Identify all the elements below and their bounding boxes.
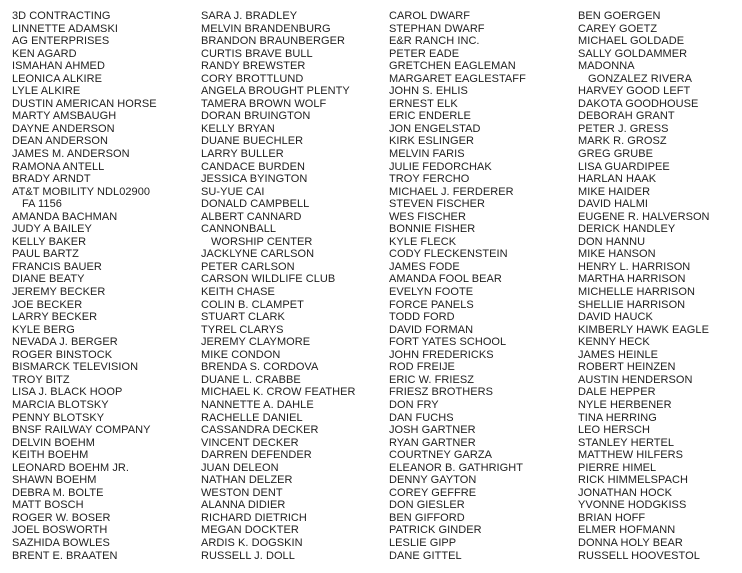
name-entry: DON GIESLER (389, 499, 465, 512)
name-entry: CANNONBALL (201, 223, 277, 236)
name-entry: COLIN B. CLAMPET (201, 298, 304, 311)
name-entry: EVELYN FOOTE (389, 286, 474, 299)
name-entry: DUSTIN AMERICAN HORSE (12, 97, 157, 110)
name-entry: MARTY AMSBAUGH (12, 110, 117, 123)
name-entry: SAZHIDA BOWLES (12, 536, 110, 549)
name-entry: SHELLIE HARRISON (578, 298, 686, 311)
name-entry: DELVIN BOEHM (12, 436, 95, 449)
name-entry: TROY FERCHO (389, 173, 470, 186)
name-entry: MARK R. GROSZ (578, 135, 667, 148)
name-entry: WESTON DENT (201, 486, 283, 499)
name-entry: BEN GIFFORD (389, 511, 465, 524)
name-entry: TINA HERRING (578, 411, 657, 424)
name-entry: JOSH GARTNER (389, 424, 476, 437)
name-entry: SALLY GOLDAMMER (578, 47, 688, 60)
name-entry: CURTIS BRAVE BULL (201, 47, 313, 60)
name-entry: CARSON WILDLIFE CLUB (201, 273, 336, 286)
name-entry: ARDIS K. DOGSKIN (201, 536, 303, 549)
name-entry: STEPHAN DWARF (389, 22, 485, 35)
name-entry: TAMERA BROWN WOLF (201, 97, 327, 110)
name-entry: LISA J. BLACK HOOP (12, 386, 123, 399)
name-entry: JOE BECKER (12, 298, 83, 311)
name-entry: MADONNA (578, 60, 635, 73)
name-entry: DORAN BRUINGTON (201, 110, 311, 123)
name-entry: EUGENE R. HALVERSON (578, 210, 710, 223)
name-entry: ELMER HOFMANN (578, 524, 676, 537)
name-entry: CAREY GOETZ (578, 22, 658, 35)
name-entry: RAMONA ANTELL (12, 160, 105, 173)
name-entry: MELVIN FARIS (389, 148, 465, 161)
name-entry-continuation: GONZALEZ RIVERA (588, 72, 693, 85)
name-entry: PATRICK GINDER (389, 524, 482, 537)
name-entry: JOEL BOSWORTH (12, 524, 108, 537)
name-entry: PENNY BLOTSKY (12, 411, 105, 424)
name-entry: RUSSELL J. DOLL (201, 549, 295, 562)
name-entry: DAKOTA GOODHOUSE (578, 97, 699, 110)
name-entry: COURTNEY GARZA (389, 449, 492, 462)
name-entry: ELEANOR B. GATHRIGHT (389, 461, 524, 474)
name-entry: ERNEST ELK (389, 97, 458, 110)
name-entry: HENRY L. HARRISON (578, 260, 691, 273)
name-entry: CANDACE BURDEN (201, 160, 305, 173)
name-entry: LARRY BULLER (201, 148, 284, 161)
name-entry: COREY GEFFRE (389, 486, 477, 499)
name-entry: MARGARET EAGLESTAFF (389, 72, 526, 85)
name-entry: ALANNA DIDIER (201, 499, 286, 512)
name-entry: SU-YUE CAI (201, 185, 265, 198)
name-entry: GRETCHEN EAGLEMAN (389, 60, 516, 73)
name-entry: MICHELLE HARRISON (578, 286, 695, 299)
name-entry: CORY BROTTLUND (201, 72, 304, 85)
name-entry: KENNY HECK (578, 336, 650, 349)
name-entry: ROGER BINSTOCK (12, 348, 113, 361)
name-entry: SARA J. BRADLEY (201, 10, 298, 22)
name-entry: JAMES FODE (389, 260, 460, 273)
name-entry: NYLE HERBENER (578, 398, 672, 411)
name-entry: WES FISCHER (389, 210, 466, 223)
name-entry: NATHAN DELZER (201, 474, 293, 487)
name-entry: KEN AGARD (12, 47, 77, 60)
name-entry: ROGER W. BOSER (12, 511, 111, 524)
name-entry: DAVID FORMAN (389, 323, 474, 336)
name-entry: DENNY GAYTON (389, 474, 477, 487)
name-entry-continuation: WORSHIP CENTER (211, 235, 313, 248)
name-entry: STANLEY HERTEL (578, 436, 675, 449)
name-entry: MELVIN BRANDENBURG (201, 22, 331, 35)
name-entry: MICHAEL J. FERDERER (389, 185, 514, 198)
name-entry: ALBERT CANNARD (201, 210, 302, 223)
name-entry: BEN GOERGEN (578, 10, 661, 22)
name-column-3 (389, 10, 526, 562)
name-entry: PETER CARLSON (201, 260, 295, 273)
name-entry: DUANE L. CRABBE (201, 373, 301, 386)
name-entry: KIMBERLY HAWK EAGLE (578, 323, 709, 336)
name-entry: MICHAEL K. CROW FEATHER (201, 386, 356, 399)
name-entry: MEGAN DOCKTER (201, 524, 299, 537)
name-entry: SHAWN BOEHM (12, 474, 97, 487)
name-entry: DIANE BEATY (12, 273, 85, 286)
name-entry: LEO HERSCH (578, 424, 651, 437)
name-entry: JESSICA BYINGTON (201, 173, 308, 186)
name-entry: ANGELA BROUGHT PLENTY (201, 85, 350, 98)
name-entry: MICHAEL GOLDADE (578, 35, 685, 48)
name-entry: BRANDON BRAUNBERGER (201, 35, 345, 48)
name-entry: DON HANNU (578, 235, 646, 248)
name-entry: MATT BOSCH (12, 499, 84, 512)
name-entry: KELLY BAKER (12, 235, 87, 248)
name-entry: RICK HIMMELSPACH (578, 474, 688, 487)
name-entry: DERICK HANDLEY (578, 223, 676, 236)
name-entry: LESLIE GIPP (389, 536, 457, 549)
name-entry: FORCE PANELS (389, 298, 474, 311)
name-entry: JACKLYNE CARLSON (201, 248, 315, 261)
name-entry: JUAN DELEON (201, 461, 279, 474)
name-entry: DAVID HAUCK (578, 311, 653, 324)
name-entry: ISMAHAN AHMED (12, 60, 105, 73)
name-entry: HARLAN HAAK (578, 173, 657, 186)
name-entry: PETER EADE (389, 47, 460, 60)
name-entry: LINNETTE ADAMSKI (12, 22, 118, 35)
name-entry: BONNIE FISHER (389, 223, 476, 236)
name-entry: VINCENT DECKER (201, 436, 299, 449)
name-entry: JOHN S. EHLIS (389, 85, 468, 98)
name-entry: MATTHEW HILFERS (578, 449, 684, 462)
name-entry: FRIESZ BROTHERS (389, 386, 494, 399)
name-entry: DEBORAH GRANT (578, 110, 675, 123)
name-entry: DONNA HOLY BEAR (578, 536, 683, 549)
name-entry: TODD FORD (389, 311, 455, 324)
name-entry: LYLE ALKIRE (12, 85, 81, 98)
name-entry: BRENDA S. CORDOVA (201, 361, 319, 374)
name-entry: PIERRE HIMEL (578, 461, 657, 474)
name-entry: DARREN DEFENDER (201, 449, 312, 462)
name-entry: AG ENTERPRISES (12, 35, 110, 48)
name-entry: CODY FLECKENSTEIN (389, 248, 508, 261)
name-entry: KEITH CHASE (201, 286, 275, 299)
name-entry: JAMES HEINLE (578, 348, 659, 361)
name-entry: DUANE BUECHLER (201, 135, 304, 148)
name-entry: MIKE HAIDER (578, 185, 651, 198)
name-entry: BISMARCK TELEVISION (12, 361, 139, 374)
name-entry: KYLE BERG (12, 323, 75, 336)
name-entry: JEREMY CLAYMORE (201, 336, 311, 349)
name-entry: JONATHAN HOCK (578, 486, 672, 499)
name-entry: RACHELLE DANIEL (201, 411, 303, 424)
name-entry: DEBRA M. BOLTE (12, 486, 104, 499)
name-entry: RANDY BREWSTER (201, 60, 306, 73)
name-entry: KELLY BRYAN (201, 122, 275, 135)
name-entry: YVONNE HODGKISS (578, 499, 687, 512)
name-entry: DEAN ANDERSON (12, 135, 109, 148)
name-entry: MARTHA HARRISON (578, 273, 686, 286)
name-entry: LARRY BECKER (12, 311, 98, 324)
name-entry: RYAN GARTNER (389, 436, 476, 449)
name-entry: STUART CLARK (201, 311, 285, 324)
name-entry: MIKE HANSON (578, 248, 656, 261)
name-entry: CASSANDRA DECKER (201, 424, 319, 437)
name-entry: E&R RANCH INC. (389, 35, 480, 48)
name-entry: BRADY ARNDT (12, 173, 91, 186)
name-entry: ROD FREIJE (389, 361, 455, 374)
name-entry: HARVEY GOOD LEFT (578, 85, 691, 98)
name-entry: ROBERT HEINZEN (578, 361, 676, 374)
name-entry: TROY BITZ (12, 373, 70, 386)
name-entry-continuation: FA 1156 (22, 198, 62, 211)
name-entry: ERIC W. FRIESZ (389, 373, 475, 386)
name-entry: NANNETTE A. DAHLE (201, 398, 314, 411)
name-entry: MIKE CONDON (201, 348, 281, 361)
name-entry: AMANDA BACHMAN (12, 210, 118, 223)
name-entry: KYLE FLECK (389, 235, 457, 248)
name-entry: JOHN FREDERICKS (389, 348, 494, 361)
name-entry: PAUL BARTZ (12, 248, 79, 261)
name-entry: DAVID HALMI (578, 198, 649, 211)
name-entry: BNSF RAILWAY COMPANY (12, 424, 151, 437)
name-entry: STEVEN FISCHER (389, 198, 486, 211)
name-entry: 3D CONTRACTING (12, 10, 111, 22)
name-entry: AT&T MOBILITY NDL02900 (12, 185, 151, 198)
name-entry: AMANDA FOOL BEAR (389, 273, 502, 286)
name-entry: ERIC ENDERLE (389, 110, 471, 123)
name-column-1 (12, 10, 157, 562)
name-entry: BRENT E. BRAATEN (12, 549, 118, 562)
name-entry: RUSSELL HOOVESTOL (578, 549, 700, 562)
name-entry: JON ENGELSTAD (389, 122, 481, 135)
name-entry: KIRK ESLINGER (389, 135, 475, 148)
name-entry: GREG GRUBE (578, 148, 654, 161)
name-entry: LISA GUARDIPEE (578, 160, 670, 173)
name-entry: LEONICA ALKIRE (12, 72, 102, 85)
name-entry: CAROL DWARF (389, 10, 471, 22)
name-entry: DAN FUCHS (389, 411, 454, 424)
name-entry: JUDY A BAILEY (12, 223, 92, 236)
name-entry: DON FRY (389, 398, 439, 411)
name-entry: NEVADA J. BERGER (12, 336, 118, 349)
name-entry: JAMES M. ANDERSON (12, 148, 130, 161)
name-entry: JEREMY BECKER (12, 286, 106, 299)
name-entry: DONALD CAMPBELL (201, 198, 310, 211)
name-entry: AUSTIN HENDERSON (578, 373, 693, 386)
name-entry: FORT YATES SCHOOL (389, 336, 507, 349)
name-column-2 (201, 10, 356, 562)
name-entry: TYREL CLARYS (201, 323, 284, 336)
name-entry: FRANCIS BAUER (12, 260, 102, 273)
name-entry: PETER J. GRESS (578, 122, 669, 135)
name-entry: JULIE FEDORCHAK (389, 160, 492, 173)
name-entry: DAYNE ANDERSON (12, 122, 115, 135)
name-entry: DALE HEPPER (578, 386, 656, 399)
name-entry: RICHARD DIETRICH (201, 511, 307, 524)
name-entry: KEITH BOEHM (12, 449, 89, 462)
name-entry: BRIAN HOFF (578, 511, 646, 524)
name-column-4 (578, 10, 710, 562)
name-entry: MARCIA BLOTSKY (12, 398, 109, 411)
name-entry: DANE GITTEL (389, 549, 462, 562)
name-entry: LEONARD BOEHM JR. (12, 461, 129, 474)
